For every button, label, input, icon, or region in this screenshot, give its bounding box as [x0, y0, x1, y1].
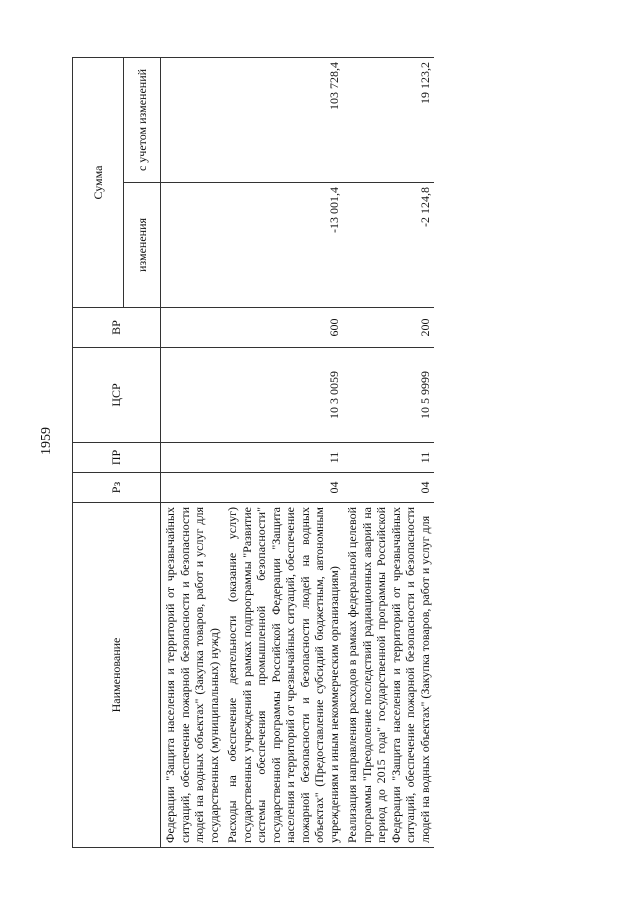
- row-rz: 04: [223, 473, 343, 503]
- row-with-changes: 103 728,4: [223, 57, 343, 182]
- header-rz: Рз: [73, 473, 161, 503]
- row-with-changes: [161, 57, 224, 182]
- table-row: [223, 57, 343, 847]
- header-vr: ВР: [73, 308, 161, 348]
- table-row: [161, 57, 224, 847]
- row-vr: 200: [343, 308, 434, 348]
- header-pr: ПР: [73, 443, 161, 473]
- page-number: 1959: [39, 427, 54, 455]
- budget-table: [72, 57, 434, 848]
- row-vr: 600: [223, 308, 343, 348]
- table-row: [343, 57, 434, 847]
- row-name: Реализация направления расходов в рамках федеральной целевой программы "Преодоление последствий радиационных аварий на период до 2015 года" государственной программы Российской Федерации "Защита населения и территорий от чрезвычайных ситуаций, обеспечение пожарной безопасности и безопасности людей на водных объектах" (Закупка товаров, работ и услуг для: [343, 503, 434, 848]
- row-pr: 11: [223, 443, 343, 473]
- row-with-changes: 19 123,2: [343, 57, 434, 182]
- row-csr: 10 5 9999: [343, 348, 434, 443]
- row-csr: 10 3 0059: [223, 348, 343, 443]
- row-rz: 04: [343, 473, 434, 503]
- header-name: Наименование: [73, 503, 161, 848]
- header-csr: ЦСР: [73, 348, 161, 443]
- row-name: Расходы на обеспечение деятельности (оказание услуг) государственных учреждений в рамках подпрограммы "Развитие системы обеспечения промышленной безопасности" государственной программы Российской Федерации "Защита населения и территорий от чрезвычайных ситуаций, обеспечение пожарной безопасности и безопасности людей на водных объектах" (Предоставление субсидий бюджетным, автономным учреждениям и иным некоммерческим организациям): [223, 503, 343, 848]
- header-with-changes: с учетом изменений: [124, 57, 161, 182]
- row-pr: 11: [343, 443, 434, 473]
- row-rz: [161, 473, 224, 503]
- rotated-table-area: [72, 58, 592, 848]
- row-change: [161, 183, 224, 308]
- row-csr: [161, 348, 224, 443]
- row-change: -2 124,8: [343, 183, 434, 308]
- header-change: изменения: [124, 183, 161, 308]
- row-change: -13 001,4: [223, 183, 343, 308]
- row-vr: [161, 308, 224, 348]
- row-name: Федерации "Защита населения и территорий от чрезвычайных ситуаций, обеспечение пожарной безопасности и безопасности людей на водных объектах" (Закупка товаров, работ и услуг для государственных (муниципальных) нужд): [161, 503, 224, 848]
- header-sum: Сумма: [73, 57, 124, 307]
- row-pr: [161, 443, 224, 473]
